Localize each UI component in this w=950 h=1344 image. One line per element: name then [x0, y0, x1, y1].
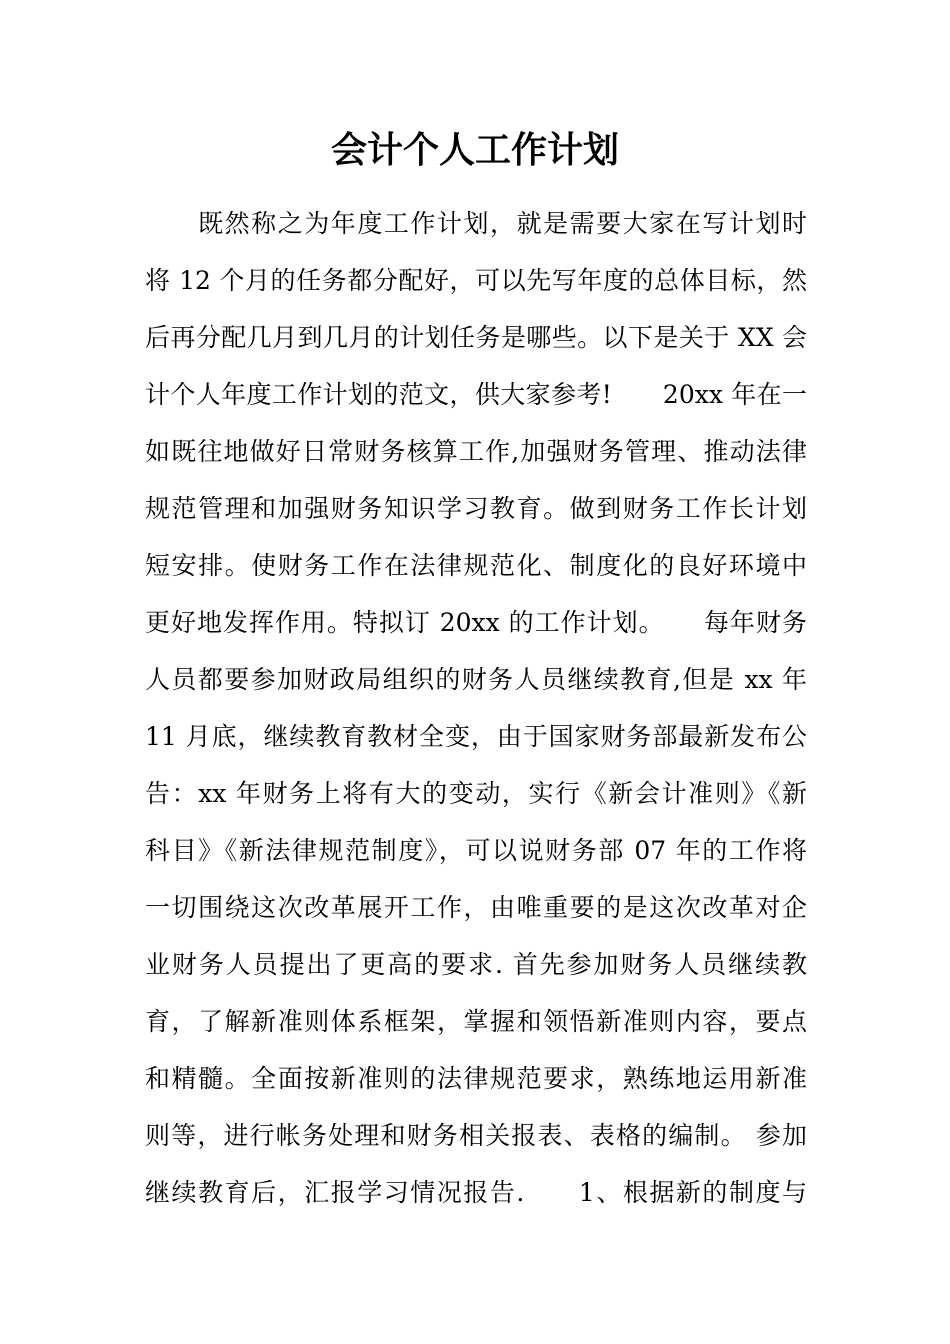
body-line: 规范管理和加强财务知识学习教育。做到财务工作长计划: [145, 494, 807, 523]
body-line: 和精髓。全面按新准则的法律规范要求，熟练地运用新准: [145, 1064, 807, 1093]
body-line: 后再分配几月到几月的计划任务是哪些。以下是关于 XX 会: [145, 323, 807, 352]
body-line: 告：xx 年财务上将有大的变动，实行《新会计准则》《新: [145, 779, 807, 808]
body-line: 育，了解新准则体系框架，掌握和领悟新准则内容，要点: [145, 1007, 807, 1036]
body-line: 继续教育后，汇报学习情况报告. 1、根据新的制度与: [145, 1178, 807, 1207]
body-line: 如既往地做好日常财务核算工作,加强财务管理、推动法律: [145, 437, 807, 466]
body-line: 11 月底，继续教育教材全变，由于国家财务部最新发布公: [145, 722, 807, 751]
body-line: 计个人年度工作计划的范文，供大家参考! 20xx 年在一: [145, 380, 807, 409]
body-line: 更好地发挥作用。特拟订 20xx 的工作计划。 每年财务: [145, 608, 807, 637]
body-line: 短安排。使财务工作在法律规范化、制度化的良好环境中: [145, 551, 807, 580]
body-line: 人员都要参加财政局组织的财务人员继续教育,但是 xx 年: [145, 665, 807, 694]
document-title: 会计个人工作计划: [330, 129, 619, 171]
body-line: 科目》《新法律规范制度》，可以说财务部 07 年的工作将: [145, 836, 807, 865]
body-line: 则等，进行帐务处理和财务相关报表、表格的编制。 参加: [145, 1121, 807, 1150]
body-line: 既然称之为年度工作计划，就是需要大家在写计划时: [145, 209, 807, 238]
body-line: 一切围绕这次改革展开工作，由唯重要的是这次改革对企: [145, 893, 807, 922]
body-line: 将 12 个月的任务都分配好，可以先写年度的总体目标，然: [145, 266, 807, 295]
body-line: 业财务人员提出了更高的要求. 首先参加财务人员继续教: [145, 950, 807, 979]
